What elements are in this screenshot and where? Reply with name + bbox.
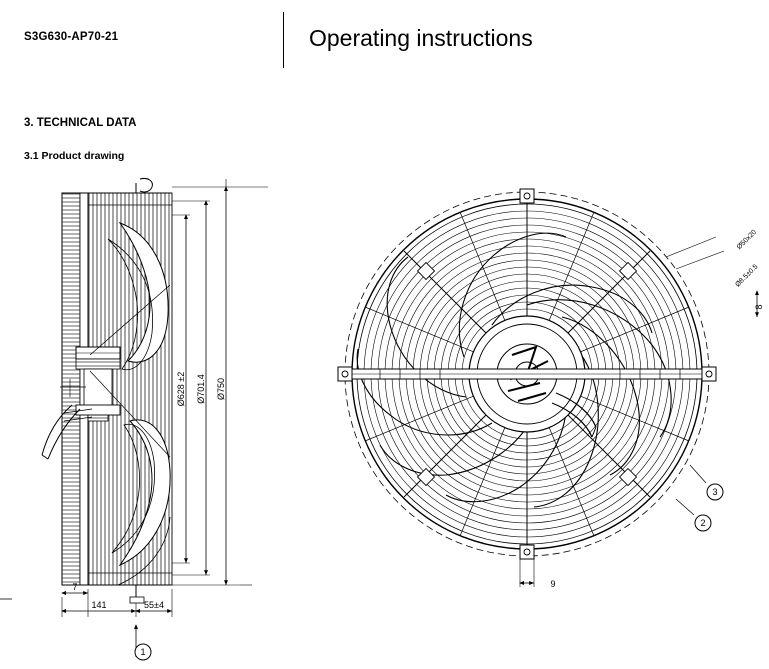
front-view-drawing <box>338 189 764 589</box>
dimension-label-7: 7 <box>72 582 78 592</box>
callout-1-label: 1 <box>140 647 146 657</box>
dimension-label-bolt-circle: Ø50x20 <box>735 228 759 252</box>
product-model-label: S3G630-AP70-21 <box>24 31 119 43</box>
dimension-label-dia-750: Ø750 <box>216 377 226 401</box>
callout-3-label: 3 <box>712 487 718 497</box>
dimension-label-dia-628: Ø628 ±2 <box>176 371 186 407</box>
page-header <box>0 0 769 76</box>
subsection-heading-product-drawing: 3.1 Product drawing <box>24 150 125 162</box>
dimension-label-hole-m8: Ø8.5±0.5 <box>734 263 760 289</box>
side-view-drawing <box>0 178 268 660</box>
product-drawing-svg <box>0 165 769 669</box>
section-heading-technical-data: 3. TECHNICAL DATA <box>24 117 137 129</box>
dimension-label-141: 141 <box>91 600 107 610</box>
product-drawing <box>0 165 769 669</box>
header-divider <box>283 12 284 68</box>
dimension-label-9: 9 <box>550 579 556 589</box>
page-title: Operating instructions <box>309 25 533 51</box>
dimension-label-dia-7014: Ø701.4 <box>196 374 206 404</box>
dimension-label-8: 8 <box>754 304 764 310</box>
dimension-label-55: 55±4 <box>144 600 164 610</box>
callout-2-label: 2 <box>700 518 706 528</box>
